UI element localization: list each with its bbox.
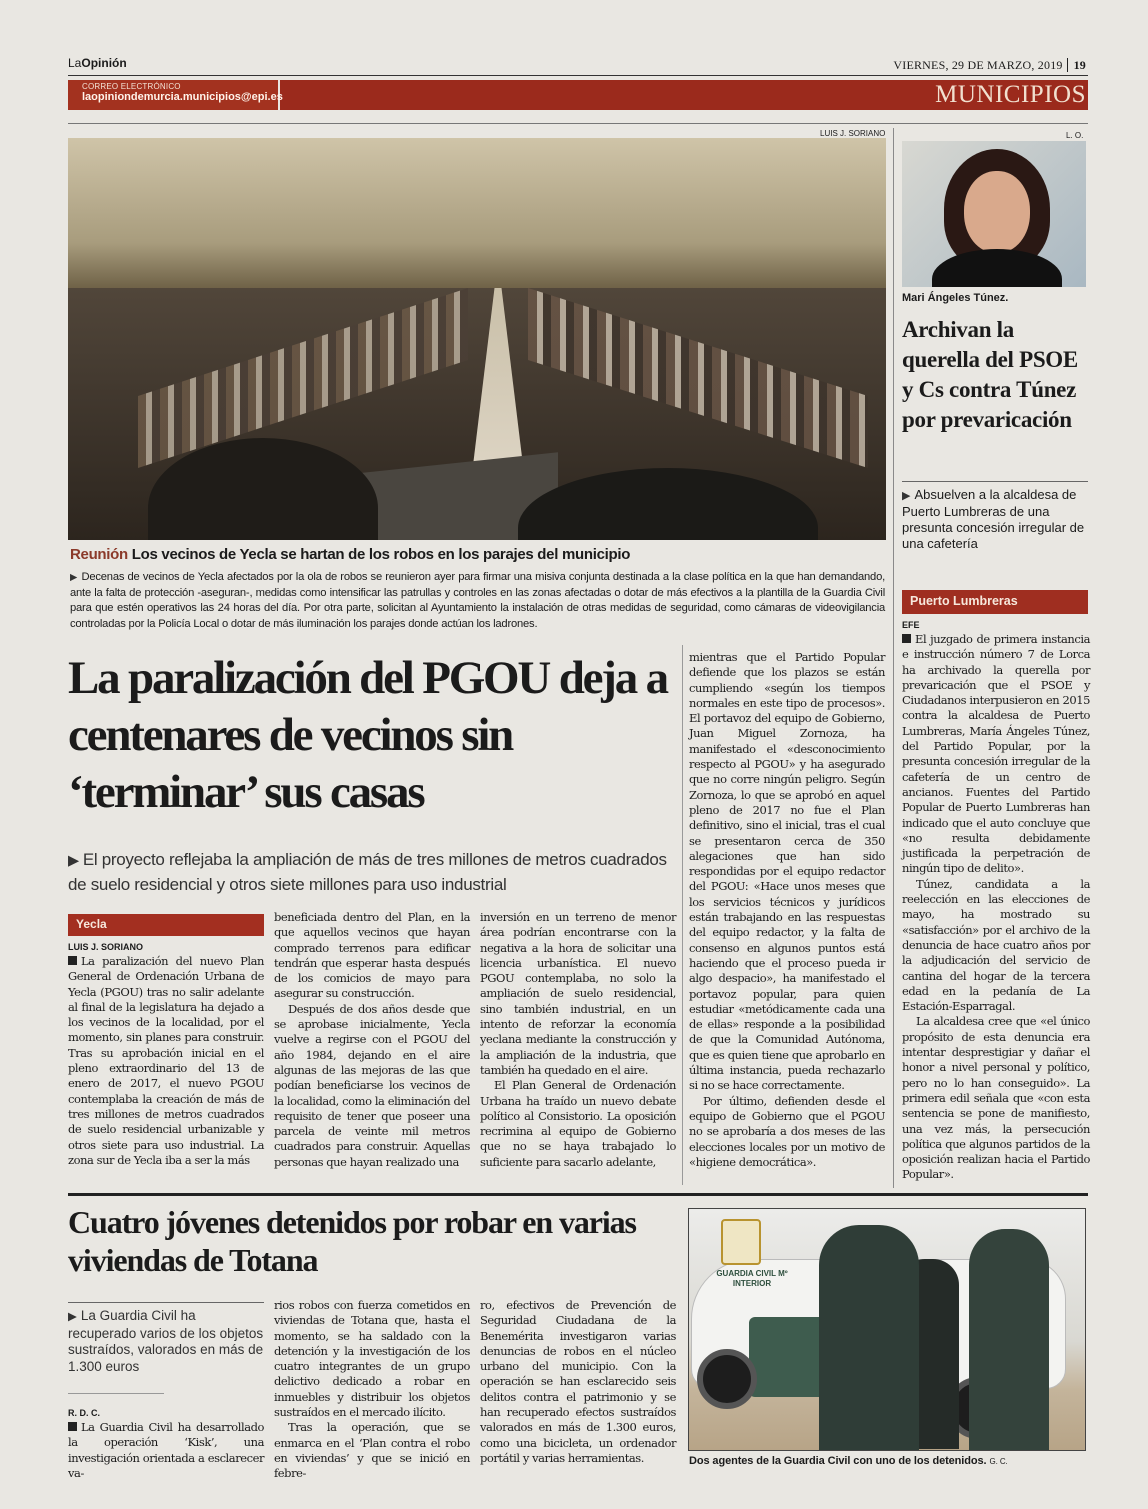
guardia-civil-emblem-icon (721, 1219, 761, 1265)
meeting-photo (68, 138, 886, 540)
article-paragraph: inversión en un terreno de menor área podrían encontrarse con la negativa a la hora de solicitar una licencia urbanística. El nuevo PGOU contemplaba, no solo la ampliación de suelo residencial, sino también industrial, en un intento de reforzar la economía yeclana mediante la construcción y la ampliación de la industria, que también ha quedado en el aire. (480, 910, 676, 1077)
side-article-deck (902, 487, 1088, 552)
side-article-body (902, 632, 1090, 1183)
main-photo-caption-body (70, 570, 885, 632)
square-bullet-icon (902, 634, 911, 643)
square-bullet-icon (68, 956, 77, 965)
article-paragraph: beneficiada dentro del Plan, en la que aquellos vecinos que hayan comprado terrenos para edificar tendrán que esperar hasta después de los comicios de mayo para asegurar su construcción. (274, 910, 470, 1001)
side-deck-text: Absuelven a la alcaldesa de Puerto Lumbreras de una presunta concesión irregular de una cafetería (902, 487, 1085, 551)
brand-name: Opinión (81, 56, 127, 70)
article-paragraph: El Plan General de Ordenación Urbana ha traído un nuevo debate político al Consistorio. La oposición recrimina al equipo de Gobierno que no se haya trabajado lo suficiente para sacarlo adelante, (480, 1078, 676, 1169)
main-photo-credit: LUIS J. SORIANO (820, 129, 886, 138)
main-article-column-2 (274, 910, 470, 1170)
column-divider (893, 128, 894, 1188)
main-deck-text: El proyecto reflejaba la ampliación de más de tres millones de metros cuadrados de suelo residencial y otros siete millones para uso industrial (68, 850, 667, 894)
bottom-article-headline: Cuatro jóvenes detenidos por robar en varias viviendas de Totana (68, 1204, 636, 1278)
caption-kicker: Reunión (70, 546, 128, 563)
triangle-bullet-icon: ▶ (68, 853, 79, 869)
section-rule (68, 123, 1088, 124)
article-paragraph: Después de dos años desde que se aprobase inicialmente, Yecla vuelve a regirse con el PGOU del año 1984, dejando en el aire algunas de las mejoras de las que podían beneficiarse los vecinos de la localidad, como la eliminación del requisito de tener que poseer una parcela de veinte mil metros cuadrados para construir. Aquellas personas que hayan realizado una (274, 1001, 470, 1169)
photo-caption-text: Dos agentes de la Guardia Civil con uno de los detenidos. (689, 1455, 987, 1467)
portrait-caption: Mari Ángeles Túnez. (902, 292, 1009, 304)
article-paragraph: ro, efectivos de Prevención de Seguridad Ciudadana de la Benemérita investigaron varias denuncias de robos en el núcleo urbano del municipio. Con la operación se han esclarecido seis delitos contra el patrimonio y se han recuperado efectos sustraídos valorados en más de 1.300 euros, como una bicicleta, un ordenador portátil y varias herramientas. (480, 1298, 676, 1465)
triangle-bullet-icon: ▶ (902, 490, 911, 502)
guardia-civil-photo-caption (689, 1455, 1008, 1467)
article-paragraph: La paralización del nuevo Plan General de Ordenación Urbana de Yecla (PGOU) tras no salir adelante al final de la legislatura ha dejado a los vecinos de la localidad, por el momento, sin planes para construir. Tras su aprobación inicial en el pleno extraordinario del 13 de enero de 2017, el nuevo PGOU contemplaba la creación de más de tres millones de metros cuadrados de suelo residencial urbanizable y otros siete para uso industrial. La zona sur de Yecla iba a ser la más (68, 954, 264, 1167)
email-box (68, 80, 283, 110)
side-byline: EFE (902, 620, 920, 630)
bottom-article-column-1 (68, 1420, 264, 1481)
main-article-column-3 (480, 910, 676, 1170)
car-wheel (697, 1349, 757, 1409)
main-location-tag: Yecla (68, 914, 264, 936)
agent-figure (969, 1229, 1049, 1451)
brand-prefix: La (68, 56, 82, 70)
bottom-deck-text: La Guardia Civil ha recuperado varios de los objetos sustraídos, valorados en más de 1.300 euros (68, 1308, 264, 1374)
article-paragraph: rios robos con fuerza cometidos en viviendas de Totana que, hasta el momento, se ha saldado con la detención y la investigación de los cuatro integrantes de un grupo delictivo dedicado a robar en inmuebles y distribuir los objetos sustraídos en el mercado ilícito. (274, 1298, 470, 1420)
main-photo-caption-title (70, 546, 630, 563)
main-byline: LUIS J. SORIANO (68, 942, 144, 952)
bottom-article-rule (68, 1193, 1088, 1196)
photo-credit: G. C. (989, 1457, 1008, 1466)
portrait-photo-credit: L. O. (1066, 131, 1084, 140)
agent-figure (819, 1225, 919, 1451)
bottom-article-column-3 (480, 1298, 676, 1466)
issue-date: VIERNES, 29 DE MARZO, 2019 (893, 58, 1063, 72)
section-title: MUNICIPIOS (935, 81, 1086, 108)
main-article-column-4 (689, 650, 885, 1170)
newspaper-brand (68, 56, 127, 70)
side-paragraph: Túnez, candidata a la reelección en las elecciones de mayo, ha mostrado su «satisfacción» por el archivo de la denuncia de hace cuatro años por la adjudicación del servicio de cantina del hogar de la tercera edad en la pedanía de La Estación-Esparragal. (902, 876, 1090, 1014)
article-paragraph: Por último, defienden desde el equipo de Gobierno que el PGOU no se aprobaría a dos meses de las elecciones locales por un motivo de «higiene democrática». (689, 1093, 885, 1169)
guardia-civil-photo (688, 1208, 1086, 1451)
square-bullet-icon (68, 1422, 77, 1431)
article-paragraph: mientras que el Partido Popular defiende que los plazos se están cumpliendo «según los tiempos normales en este tipo de procesos». El portavoz del equipo de Gobierno, Juan Miguel Zornoza, ha manifestado el «desconocimiento respecto al PGOU» y ha asegurado que no corre ningún peligro. Según Zornoza, lo que se aprobó en aquel pleno de 2017 no fue el Plan definitivo, sino el inicial, tras el cual se presentaron cerca de 350 alegaciones que han sido respondidas por el equipo redactor del PGOU: «Hace unos meses que los servicios técnicos y jurídicos están trabajando en las respuestas del equipo redactor, y la falta de consenso en algunos puntos está haciendo que el proceso pueda ir algo despacio», ha manifestado el portavoz popular, para quien estudiar «metódicamente cada una de ellas» responde a la posibilidad de que la Comunidad Autónoma, que es quien tiene que aprobarlo en última instancia, pueda rechazarlo si no se hace correctamente. (689, 650, 885, 1093)
caption-body-text: Decenas de vecinos de Yecla afectados por la ola de robos se reunieron ayer para firmar una misiva conjunta destinada a la clase política en la que han demandando, ante la falta de protección -aseguran-, medidas como intensificar las patrullas y controles en las zonas afectadas o dotar de más efectivos a la plantilla de la Guardia Civil para que estén operativos las 24 horas del día. Por otra parte, solicitan al Ayuntamiento la instalación de otras medidas de seguridad, como cámaras de videovigilancia controladas por la Policía Local o dotar de más iluminación los parajes donde actúan los ladrones. (70, 571, 886, 630)
issue-date-line (893, 58, 1086, 73)
article-paragraph: La Guardia Civil ha desarrollado la operación ‘Kisk’, una investigación orientada a esclarecer va- (68, 1420, 264, 1480)
main-article-deck (68, 848, 678, 896)
side-location-tag: Puerto Lumbreras (902, 590, 1088, 614)
emblem-text: GUARDIA CIVIL Mº INTERIOR (716, 1269, 788, 1288)
page-number: 19 (1067, 58, 1086, 72)
bottom-article-column-2 (274, 1298, 470, 1482)
bottom-article-deck (68, 1308, 264, 1375)
main-article-headline: La paralización del PGOU deja a centenares de vecinos sin ‘terminar’ sus casas (68, 652, 667, 818)
photo-ceiling (68, 138, 886, 288)
triangle-bullet-icon: ▶ (70, 572, 78, 583)
column-divider (682, 645, 683, 1185)
article-paragraph: Tras la operación, que se enmarca en el ‘Plan contra el robo en viviendas’ y que se inició en febre- (274, 1420, 470, 1481)
main-article-column-1 (68, 954, 264, 1168)
portrait-face (964, 171, 1030, 253)
email-address-link[interactable]: laopiniondemurcia.municipios@epi.es (82, 91, 283, 103)
portrait-body (932, 249, 1062, 287)
portrait-photo (902, 141, 1086, 287)
masthead-rule (68, 75, 1088, 76)
side-article-headline: Archivan la querella del PSOE y Cs contra Túnez por prevaricación (902, 317, 1078, 432)
triangle-bullet-icon: ▶ (68, 1311, 77, 1323)
email-label: CORREO ELECTRÓNICO (82, 82, 181, 91)
bottom-deck-rule-short (68, 1393, 164, 1394)
side-paragraph: El juzgado de primera instancia e instrucción número 7 de Lorca ha archivado la querella por prevaricación que el PSOE y Ciudadanos interpusieron en 2015 contra la alcaldesa de Puerto Lumbreras, María Ángeles Túnez, del Partido Popular, por la presunta concesión irregular de la cafetería de un centro de ancianos. Fuentes del Partido Popular de Puerto Lumbreras han indicado que el auto concluye que «no resulta debidamente justificada la perpetración de ningún tipo de delito». (902, 632, 1090, 876)
bottom-byline: R. D. C. (68, 1408, 101, 1418)
caption-title: Los vecinos de Yecla se hartan de los robos en los parajes del municipio (131, 546, 631, 563)
side-deck-rule (902, 481, 1088, 482)
side-paragraph: La alcaldesa cree que «el único propósito de esta denuncia era intentar desprestigiar y dañar el honor a nivel personal y político, pero no lo han conseguido». La primera edil señala que «con esta sentencia se pone de manifiesto, una vez más, la persecución política que algunos partidos de la oposición realizan hacia el Partido Popular». (902, 1014, 1090, 1182)
bottom-deck-rule (68, 1302, 264, 1303)
